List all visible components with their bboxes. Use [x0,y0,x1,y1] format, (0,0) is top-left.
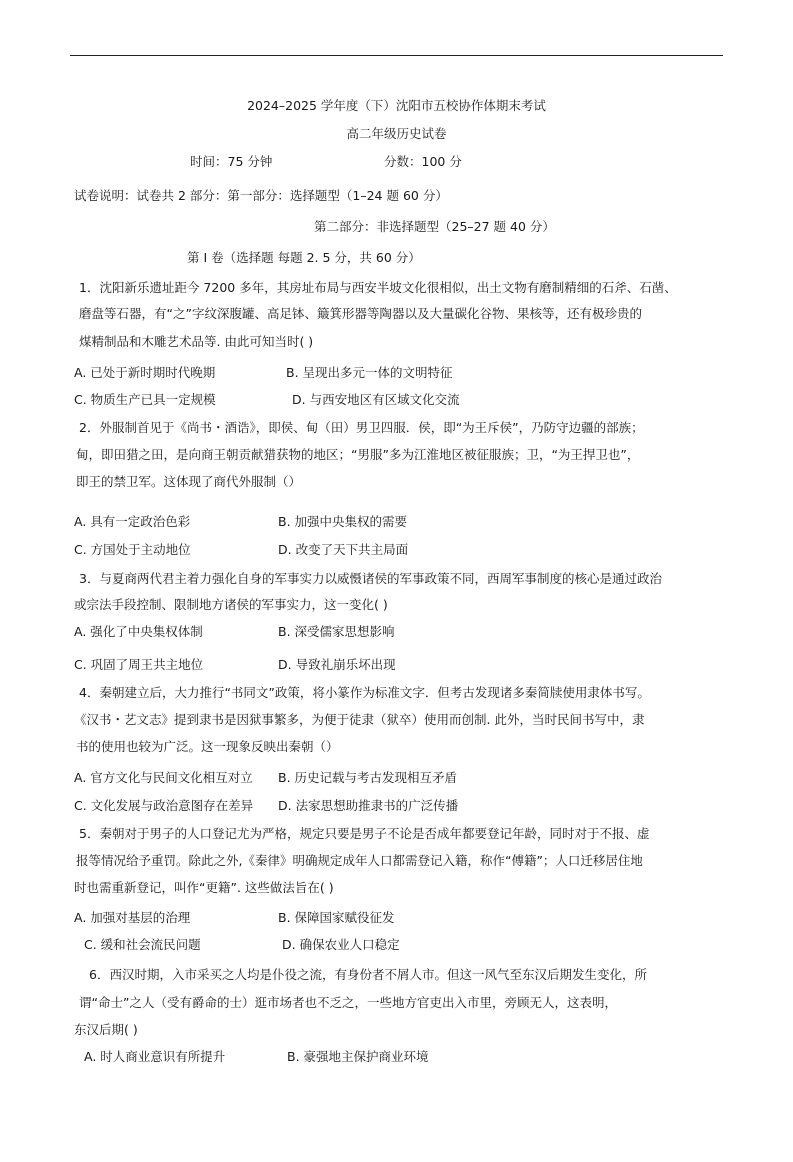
question-1-option-b: B. 呈现出多元一体的文明特征 [286,365,453,380]
question-2-line-3: 即王的禁卫军。这体现了商代外服制（） [76,474,302,489]
question-2-option-c: C. 方国处于主动地位 [74,542,191,557]
question-1-option-c: C. 物质生产已具一定规模 [74,392,216,407]
question-4-option-c: C. 文化发展与政治意图存在差异 [74,798,254,813]
question-3-option-a: A. 强化了中央集权体制 [74,624,203,639]
exam-title: 2024–2025 学年度（下）沈阳市五校协作体期末考试 [247,98,546,113]
question-2-option-d: D. 改变了天下共主局面 [278,542,409,557]
question-6-line-2: 谓“命士”之人（受有爵命的士）逛市场者也不乏之，一些地方官吏出入市里，旁顾无人，这表明， [79,995,617,1010]
question-5-line-1: 5．秦朝对于男子的人口登记尤为严格，规定只要是男子不论是否成年都要登记年龄，同时对于不报、虚 [79,826,650,841]
question-4-line-3: 书的使用也较为广泛。这一现象反映出秦朝（） [76,739,339,754]
question-5-option-c: C. 缓和社会流民问题 [84,937,201,952]
question-6-option-b: B. 豪强地主保护商业环境 [287,1049,429,1064]
question-5-line-2: 报等情况给予重罚。除此之外,《秦律》明确规定成年人口都需登记入籍，称作“傅籍”；人口迁移居住地 [76,853,643,868]
question-2-line-1: 2．外服制首见于《尚书・酒诰》，即侯、甸（田）男卫四服．侯，即“为王斥侯”，乃防守边疆的部族； [79,420,644,435]
question-3-option-d: D. 导致礼崩乐坏出现 [278,657,396,672]
question-2-line-2: 甸，即田猎之田，是向商王朝贡献猎获物的地区；“男服”多为江淮地区被征服族；卫，“为王捍卫也”， [76,447,640,462]
question-6-line-1: 6．西汉时期，入市采买之人均是仆役之流，有身份者不屑人市。但这一风气至东汉后期发生变化，所 [89,967,647,982]
question-4-option-b: B. 历史记载与考古发现相互矛盾 [278,770,458,785]
question-2-option-b: B. 加强中央集权的需要 [278,514,408,529]
question-1-option-a: A. 已处于新时期时代晚期 [74,365,216,380]
question-6-option-a: A. 时人商业意识有所提升 [84,1049,226,1064]
header-rule [70,55,723,56]
question-6-line-3: 东汉后期( ) [74,1022,138,1037]
exam-subtitle: 高二年级历史试卷 [346,126,447,141]
exam-time: 时间：75 分钟 [190,154,273,169]
section-heading: 第 Ⅰ 卷（选择题 每题 2. 5 分，共 60 分） [187,250,421,265]
question-3-option-b: B. 深受儒家思想影响 [278,624,395,639]
exam-score: 分数：100 分 [384,154,462,169]
question-4-line-2: 《汉书・艺文志》提到隶书是因狱事繁多，为便于徒隶（狱卒）使用而创制. 此外，当时民间书写中，隶 [74,712,645,727]
question-4-option-d: D. 法家思想助推隶书的广泛传播 [278,798,459,813]
question-1-line-1: 1．沈阳新乐遗址距今 7200 多年，其房址布局与西安半坡文化很相似，出土文物有磨制精细的石斧、石凿、 [79,280,677,295]
question-1-line-3: 煤精制品和木雕艺术品等. 由此可知当时( ) [79,334,314,349]
question-5-line-3: 时也需重新登记，叫作“更籍”. 这些做法旨在( ) [74,880,334,895]
question-2-option-a: A. 具有一定政治色彩 [74,514,191,529]
question-1-option-d: D. 与西安地区有区域文化交流 [292,392,460,407]
question-4-line-1: 4．秦朝建立后，大力推行“书同文”政策，将小篆作为标准文字．但考古发现诸多秦简牍使用隶体书写。 [79,685,650,700]
question-5-option-a: A. 加强对基层的治理 [74,910,191,925]
question-5-option-b: B. 保障国家赋役征发 [278,910,395,925]
question-1-line-2: 磨盘等石器，有“之”字纹深腹罐、高足钵、簸箕形器等陶器以及大量碳化谷物、果核等，还有极珍贵的 [79,306,642,321]
exam-note-part1: 试卷说明：试卷共 2 部分：第一部分：选择题型（1–24 题 60 分） [74,188,448,203]
question-3-line-1: 3．与夏商两代君主着力强化自身的军事实力以威慑诸侯的军事政策不同，西周军事制度的核心是通过政治 [79,571,662,586]
question-3-option-c: C. 巩固了周王共主地位 [74,657,204,672]
question-4-option-a: A. 官方文化与民间文化相互对立 [74,770,253,785]
question-5-option-d: D. 确保农业人口稳定 [282,937,400,952]
exam-note-part2: 第二部分：非选择题型（25–27 题 40 分） [314,219,555,234]
question-3-line-2: 或宗法手段控制、限制地方诸侯的军事实力，这一变化( ) [74,597,388,612]
